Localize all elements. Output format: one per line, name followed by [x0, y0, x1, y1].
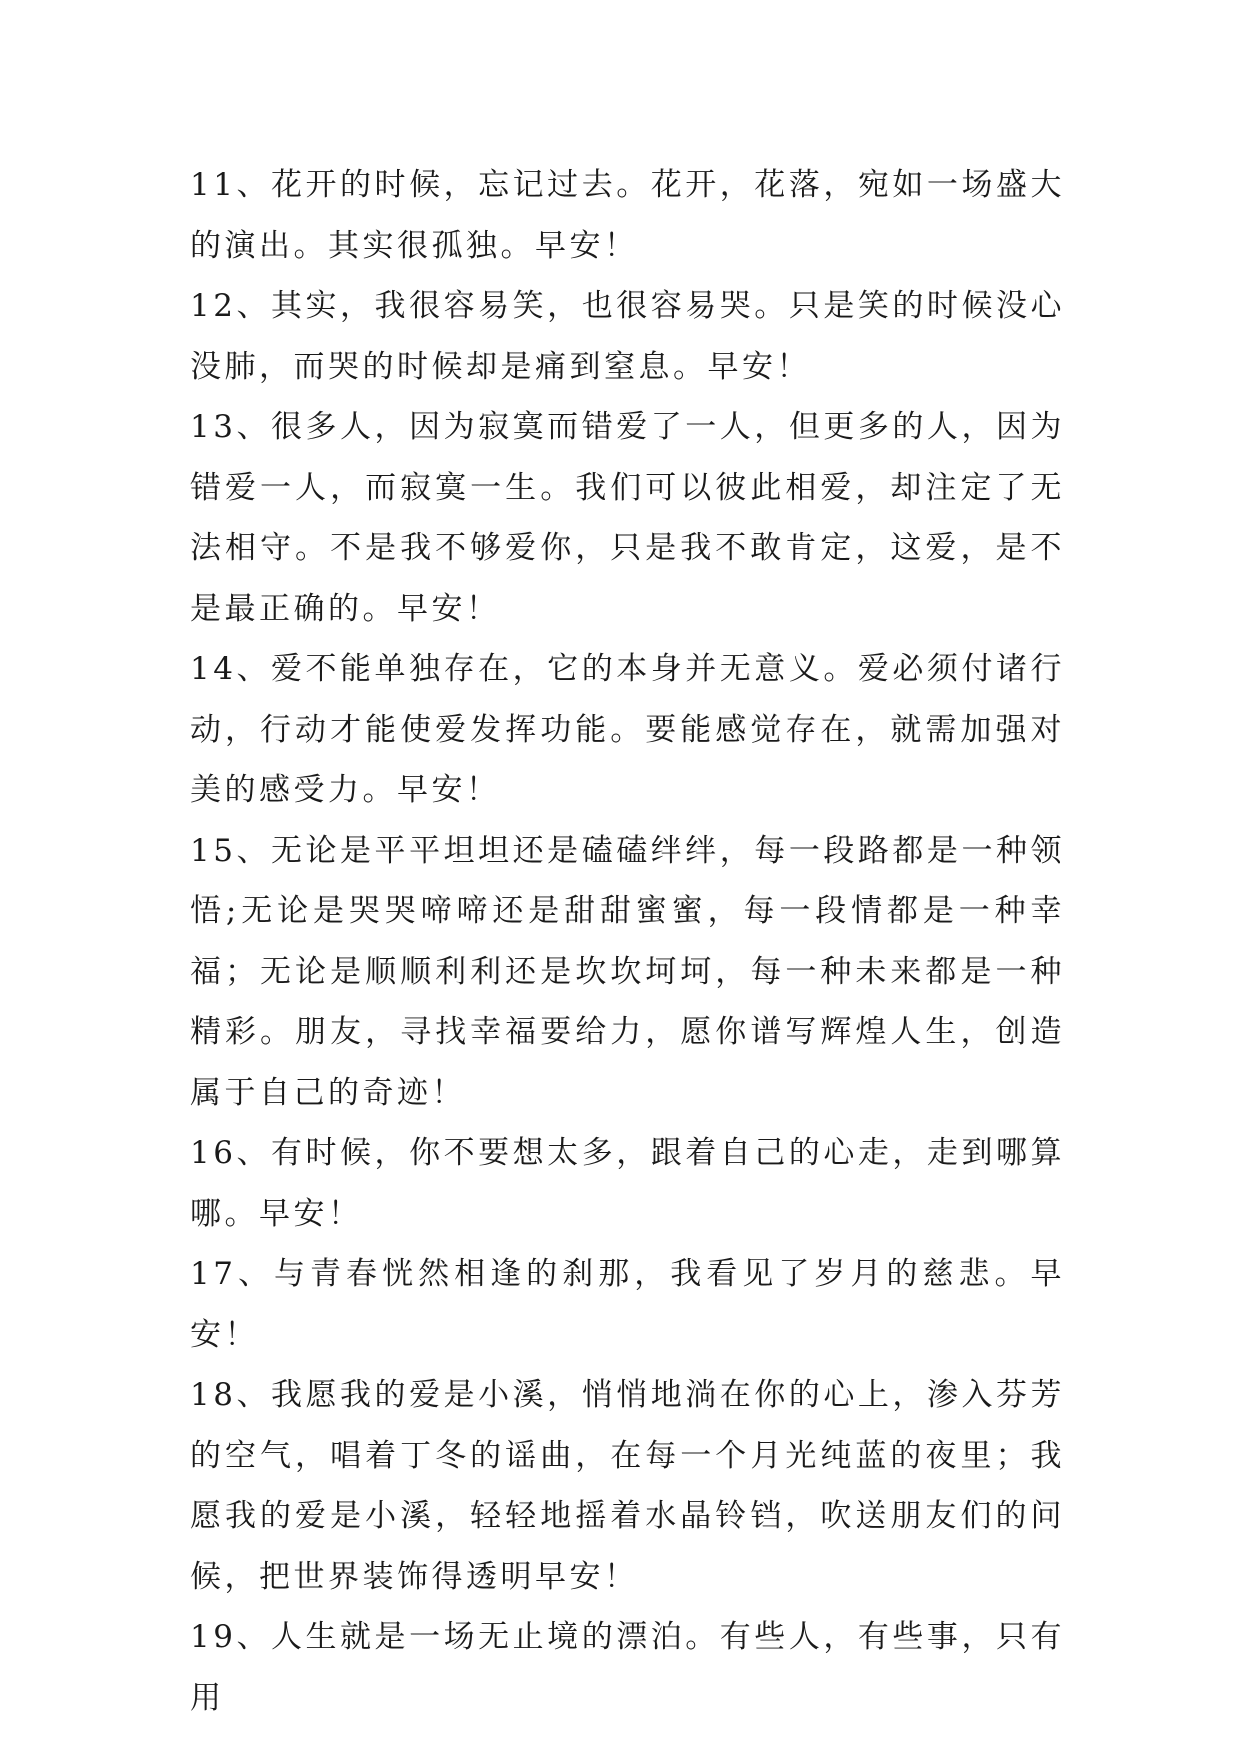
entry-12: 12、其实，我很容易笑，也很容易哭。只是笑的时候没心没肺，而哭的时候却是痛到窒息。早安！ — [190, 288, 1065, 385]
entry-11: 11、花开的时候，忘记过去。花开，花落，宛如一场盛大的演出。其实很孤独。早安！ — [190, 167, 1065, 264]
entry-16: 16、有时候，你不要想太多，跟着自己的心走，走到哪算哪。早安！ — [190, 1135, 1065, 1232]
entry-17: 17、与青春恍然相逢的刹那，我看见了岁月的慈悲。早安！ — [190, 1256, 1065, 1353]
entry-13: 13、很多人，因为寂寞而错爱了一人，但更多的人，因为错爱一人，而寂寞一生。我们可以彼此相爱，却注定了无法相守。不是我不够爱你，只是我不敢肯定，这爱，是不是最正确的。早安！ — [190, 409, 1065, 627]
entry-18: 18、我愿我的爱是小溪，悄悄地淌在你的心上，渗入芬芳的空气，唱着丁冬的谣曲，在每一个月光纯蓝的夜里；我愿我的爱是小溪，轻轻地摇着水晶铃铛，吹送朋友们的问候，把世界装饰得透明早安！ — [190, 1377, 1065, 1595]
document-body — [190, 155, 1065, 1728]
entry-14: 14、爱不能单独存在，它的本身并无意义。爱必须付诸行动，行动才能使爱发挥功能。要能感觉存在，就需加强对美的感受力。早安！ — [190, 651, 1065, 808]
entry-19: 19、人生就是一场无止境的漂泊。有些人，有些事，只有用 — [190, 1619, 1065, 1716]
entry-15: 15、无论是平平坦坦还是磕磕绊绊，每一段路都是一种领悟;无论是哭哭啼啼还是甜甜蜜蜜，每一段情都是一种幸福；无论是顺顺利利还是坎坎坷坷，每一种未来都是一种精彩。朋友，寻找幸福要给力，愿你谱写辉煌人生，创造属于自己的奇迹！ — [190, 832, 1065, 1111]
